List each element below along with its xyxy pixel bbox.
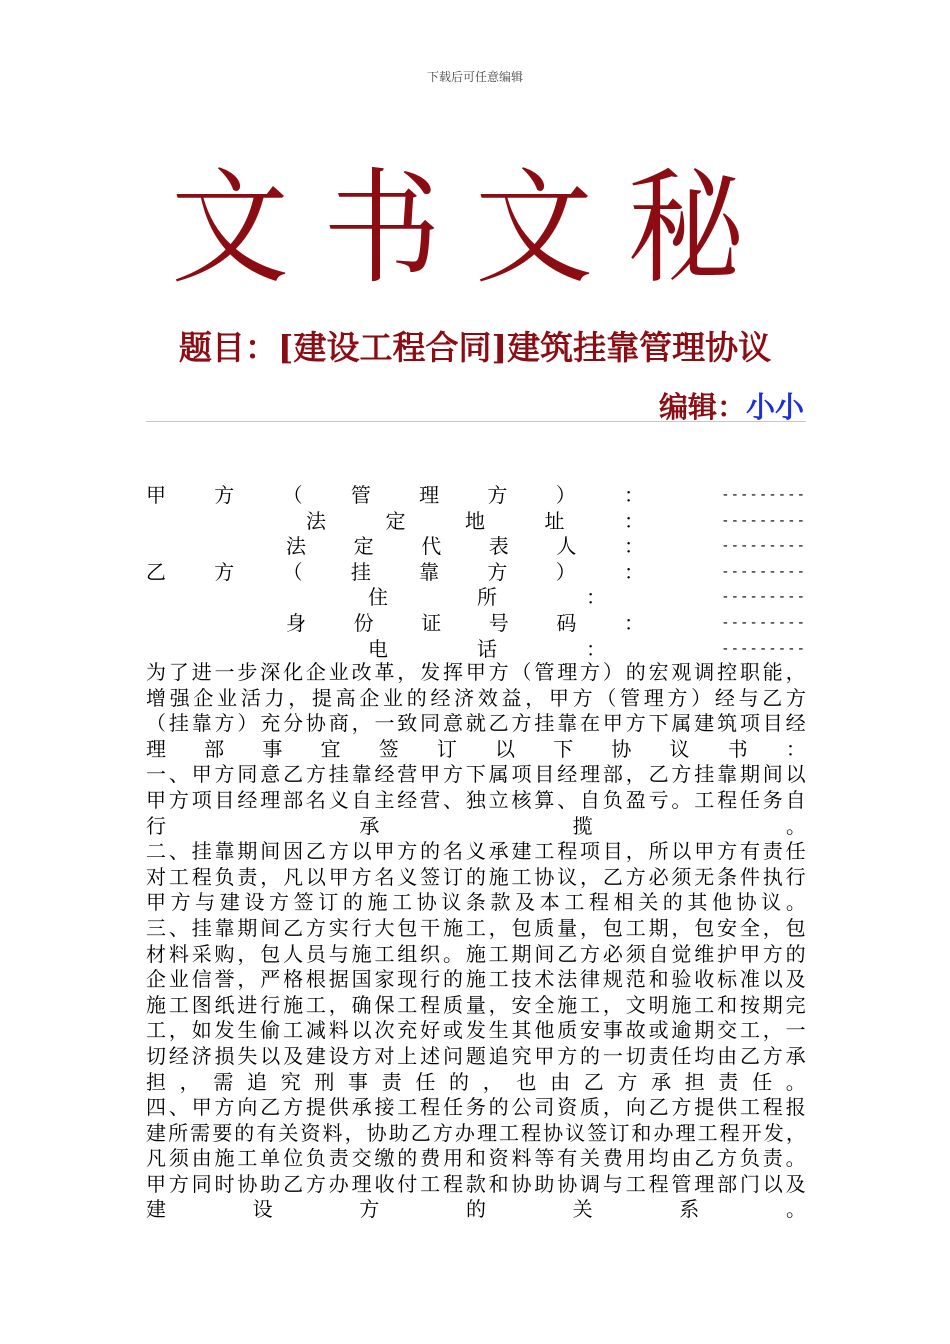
field-row [146,585,806,611]
body-line: 建 设 方 的 关 系 。 [146,1197,806,1222]
body-line: 切 经 济 损 失 以 及 建 设 方 对 上 述 问 题 追 究 甲 方 的 一 切 责 任 均 由 乙 方 承 [146,1043,806,1068]
field-value: --------- [721,614,806,631]
body-line: 企 业 信 誉 ， 严 格 根 据 国 家 现 行 的 施 工 技 术 法 律 规 范 和 验 收 标 准 以 及 [146,967,806,992]
field-label: 法 定 地 址 ： [306,508,644,533]
body-line: 二 、 挂 靠 期 间 因 乙 方 以 甲 方 的 名 义 承 建 工 程 项 目 ， 所 以 甲 方 有 责 任 [146,839,806,864]
field-value: --------- [721,589,806,606]
body-line: 行 承 揽 。 [146,813,806,838]
body-line: 增 强 企 业 活 力 ， 提 高 企 业 的 经 济 效 益 ， 甲 方 （ 管 理 方 ） 经 与 乙 方 [146,685,806,710]
field-value: --------- [721,640,806,657]
field-label: 电 话 ： [368,636,606,661]
field-label: 身 份 证 号 码 ： [286,610,644,635]
party-fields [146,483,806,662]
body-line: 对 工 程 负 责 ， 凡 以 甲 方 名 义 签 订 的 施 工 协 议 ， 乙 方 必 须 无 条 件 执 行 [146,864,806,889]
body-line: 建 所 需 要 的 有 关 资 料 ， 协 助 乙 方 办 理 工 程 协 议 签 订 和 办 理 工 程 开 发 ， [146,1120,806,1145]
body-line: 施 工 图 纸 进 行 施 工 ， 确 保 工 程 质 量 ， 安 全 施 工 ， 文 明 施 工 和 按 期 完 [146,992,806,1017]
body-line: 三 、 挂 靠 期 间 乙 方 实 行 大 包 干 施 工 ， 包 质 量 ， 包 工 期 ， 包 安 全 ， 包 [146,915,806,940]
body-line: 一 、 甲 方 同 意 乙 方 挂 靠 经 营 甲 方 下 属 项 目 经 理 部 ， 乙 方 挂 靠 期 间 以 [146,762,806,787]
body-line: 甲 方 项 目 经 理 部 名 义 自 主 经 营 、 独 立 核 算 、 自 负 盈 亏 。 工 程 任 务 自 [146,787,806,812]
field-row [146,509,806,535]
body-line: 凡 须 由 施 工 单 位 负 责 交 缴 的 费 用 和 资 料 等 有 关 费 用 均 由 乙 方 负 责 。 [146,1146,806,1171]
editor-name: 小小 [745,390,804,424]
editor-label: 编辑： [658,390,746,424]
field-label: 乙 方 （ 挂 靠 方 ） ： [146,559,644,584]
body-line: 四 、 甲 方 向 乙 方 提 供 承 接 工 程 任 务 的 公 司 资 质 ， 向 乙 方 提 供 工 程 报 [146,1095,806,1120]
body-line: （ 挂 靠 方 ） 充 分 协 商 ， 一 致 同 意 就 乙 方 挂 靠 在 甲 方 下 属 建 筑 项 目 经 [146,711,806,736]
body-line: 为 了 进 一 步 深 化 企 业 改 革 ， 发 挥 甲 方 （ 管 理 方 ） 的 宏 观 调 控 职 能 ， [146,660,806,684]
agreement-body [146,660,806,1223]
field-value: --------- [721,487,806,503]
divider [146,421,806,422]
field-row [146,534,806,560]
field-value: --------- [721,563,806,580]
header-note: 下载后可任意编辑 [426,70,523,84]
editor-line [659,385,804,426]
field-value: --------- [721,538,806,555]
body-line: 理 部 事 宜 签 订 以 下 协 议 书 ： [146,736,806,761]
body-line: 甲 方 同 时 协 助 乙 方 办 理 收 付 工 程 款 和 协 助 协 调 与 工 程 管 理 部 门 以 及 [146,1171,806,1196]
field-label: 法 定 代 表 人 ： [286,534,644,559]
field-row [146,611,806,637]
field-label: 甲 方 （ 管 理 方 ） ： [146,483,644,507]
field-value: --------- [721,512,806,529]
body-line: 工 ， 如 发 生 偷 工 减 料 以 次 充 好 或 发 生 其 他 质 安 事 故 或 逾 期 交 工 ， 一 [146,1018,806,1043]
big-title: 文书文秘 [170,155,779,301]
body-line: 材 料 采 购 ， 包 人 员 与 施 工 组 织 。 施 工 期 间 乙 方 必 须 自 觉 维 护 甲 方 的 [146,941,806,966]
doc-title: 题目：[建设工程合同]建筑挂靠管理协议 [178,328,772,367]
body-line: 担 ， 需 追 究 刑 事 责 任 的 ， 也 由 乙 方 承 担 责 任 。 [146,1069,806,1094]
field-row [146,637,806,663]
body-line: 甲 方 与 建 设 方 签 订 的 施 工 协 议 条 款 及 本 工 程 相 关 的 其 他 协 议 。 [146,890,806,915]
field-label: 住 所 ： [368,585,606,610]
field-row [146,483,806,509]
field-row [146,560,806,586]
